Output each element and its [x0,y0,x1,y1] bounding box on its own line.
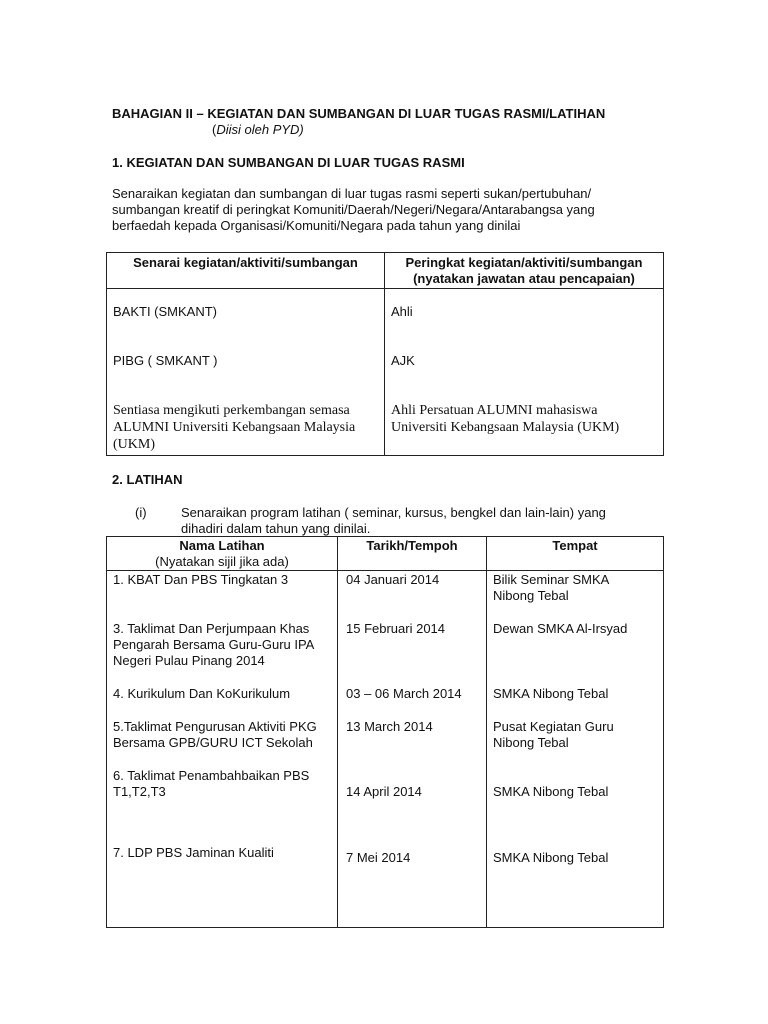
levels-column [385,289,664,456]
heading-note-italic: Diisi oleh PYD) [216,122,304,137]
training-dates-column [338,571,487,928]
training-table [106,536,664,928]
header-level [385,253,664,289]
activities-table [106,252,664,456]
table-row: 5.Taklimat Pengurusan Aktiviti PKG Bersama GPB/GURU ICT Sekolah [113,719,317,750]
training-places-column [487,571,664,928]
header-date [338,537,487,571]
table-header-row [107,253,664,289]
header-date-label: Tarikh/Tempoh [366,538,458,553]
item-text-line1: Senaraikan program latihan ( seminar, kursus, bengkel dan lain-lain) yang [181,505,606,520]
section1-description [112,186,595,234]
item-text-line2: dihadiri dalam tahun yang dinilai. [181,521,371,536]
table-row: 6. Taklimat Penambahbaikan PBS T1,T2,T3 [113,768,310,799]
header-place [487,537,664,571]
table-body-row [107,571,664,928]
item-number: (i) [135,505,147,520]
header-activity [107,253,385,289]
header-name-line1: Nama Latihan [179,538,265,553]
table-row: 3. Taklimat Dan Perjumpaan Khas Pengarah Bersama Guru-Guru IPA Negeri Pulau Pinang 2014 [113,621,314,668]
table-cell: SMKA Nibong Tebal [493,686,609,701]
header-level-line2: (nyatakan jawatan atau pencapaian) [413,271,635,286]
table-row: 1. KBAT Dan PBS Tingkatan 3 [113,572,289,587]
activities-column [107,289,385,456]
training-names-column [107,571,338,928]
table-cell: 13 March 2014 [346,719,433,734]
section1-title: 1. KEGIATAN DAN SUMBANGAN DI LUAR TUGAS RASMI [112,155,465,170]
table-cell: Pusat Kegiatan Guru Nibong Tebal [493,719,614,750]
header-activity-label: Senarai kegiatan/aktiviti/sumbangan [133,255,358,270]
section-heading: BAHAGIAN II – KEGIATAN DAN SUMBANGAN DI LUAR TUGAS RASMI/LATIHAN [112,106,606,121]
table-cell: 15 Februari 2014 [346,621,446,636]
table-body-row [107,289,664,456]
table-row: BAKTI (SMKANT) [113,304,218,319]
table-cell: Ahli [391,304,413,319]
table-cell: Dewan SMKA Al-Irsyad [493,621,628,636]
section2-title: 2. LATIHAN [112,472,183,487]
table-row: PIBG ( SMKANT ) [113,353,218,368]
heading-note [212,122,304,138]
description-line: Senaraikan kegiatan dan sumbangan di luar tugas rasmi seperti sukan/pertubuhan/ [112,186,592,201]
description-line: sumbangan kreatif di peringkat Komuniti/Daerah/Negeri/Negara/Antarabangsa yang [112,202,595,217]
description-line: berfaedah kepada Organisasi/Komuniti/Negara pada tahun yang dinilai [112,218,521,233]
table-cell: SMKA Nibong Tebal [493,784,609,799]
table-cell: SMKA Nibong Tebal [493,850,609,865]
table-header-row [107,537,664,571]
table-row: 4. Kurikulum Dan KoKurikulum [113,686,291,701]
table-cell: 7 Mei 2014 [346,850,411,865]
header-place-label: Tempat [552,538,598,553]
table-cell: 04 Januari 2014 [346,572,440,587]
table-row: 7. LDP PBS Jaminan Kualiti [113,845,274,860]
header-level-line1: Peringkat kegiatan/aktiviti/sumbangan [405,255,643,270]
header-name-line2: (Nyatakan sijil jika ada) [155,554,289,569]
table-cell: Bilik Seminar SMKA Nibong Tebal [493,572,609,603]
table-row: Sentiasa mengikuti perkembangan semasa ALUMNI Universiti Kebangsaan Malaysia (UKM) [113,403,356,452]
table-cell: AJK [391,353,415,368]
table-cell: Ahli Persatuan ALUMNI mahasiswa Universiti Kebangsaan Malaysia (UKM) [391,403,620,435]
heading-note-open: ( [212,122,217,137]
table-cell: 14 April 2014 [346,784,422,799]
header-training-name [107,537,338,571]
table-cell: 03 – 06 March 2014 [346,686,462,701]
